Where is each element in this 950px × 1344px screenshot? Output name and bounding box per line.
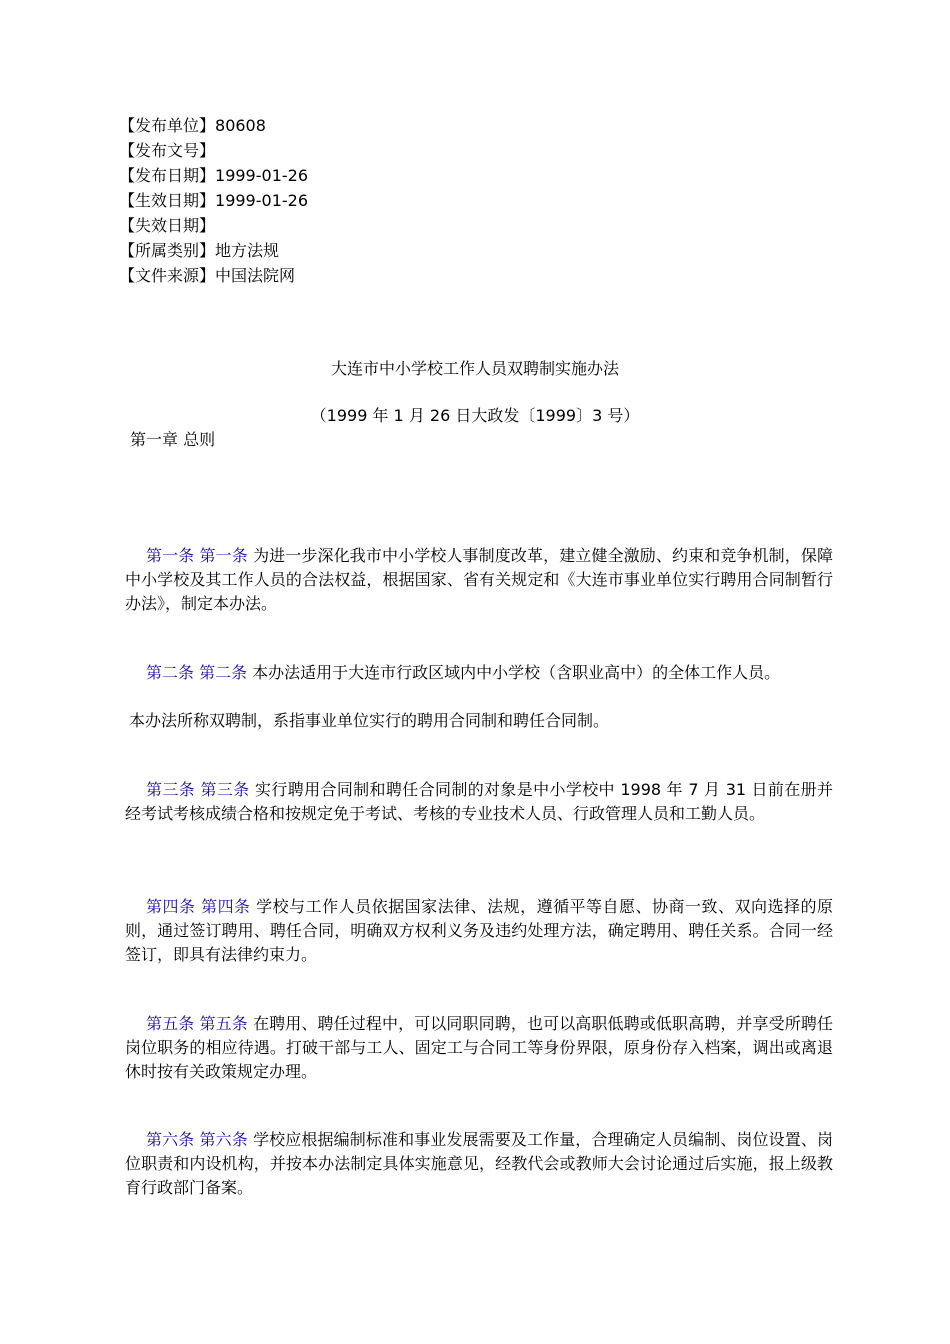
meta-label: 【失效日期】	[119, 216, 216, 235]
article-text: 学校应根据编制标准和事业发展需要及工作量，合理确定人员编制、岗位设置、岗位职责和内设机构，并按本办法制定具体实施意见，经教代会或教师大会讨论通过后实施，报上级教育行政部门备案。	[125, 1130, 833, 1197]
meta-value: 1999-01-26	[215, 166, 308, 185]
article-text: 本办法适用于大连市行政区域内中小学校（含职业高中）的全体工作人员。	[247, 663, 781, 682]
article-3	[125, 778, 833, 826]
meta-label: 【发布单位】	[119, 116, 216, 135]
meta-effective-date	[119, 188, 308, 213]
article-text: 为进一步深化我市中小学校人事制度改革，建立健全激励、约束和竞争机制，保障中小学校及其工作人员的合法权益，根据国家、省有关规定和《大连市事业单位实行聘用合同制暂行办法》，制定本办法。	[125, 546, 833, 613]
document-metadata	[119, 113, 308, 288]
meta-label: 【所属类别】	[119, 241, 216, 260]
meta-category	[119, 238, 308, 263]
meta-value: 1999-01-26	[215, 191, 308, 210]
meta-expiry-date	[119, 213, 308, 238]
meta-label: 【文件来源】	[119, 266, 216, 285]
article-number-link[interactable]: 第五条 第五条	[146, 1014, 248, 1033]
article-number-link[interactable]: 第一条 第一条	[146, 546, 248, 565]
document-title: 大连市中小学校工作人员双聘制实施办法	[330, 359, 619, 378]
article-1	[125, 544, 833, 616]
article-number-link[interactable]: 第二条 第二条	[146, 663, 248, 682]
meta-value: 地方法规	[215, 241, 280, 260]
article-number-link[interactable]: 第三条 第三条	[146, 780, 250, 799]
article-number-link[interactable]: 第六条 第六条	[146, 1130, 248, 1149]
meta-issue-date	[119, 163, 308, 188]
meta-label: 【发布文号】	[119, 141, 216, 160]
meta-value: 中国法院网	[215, 266, 296, 285]
article-number-link[interactable]: 第四条 第四条	[146, 897, 251, 916]
meta-value: 80608	[215, 116, 266, 135]
article-4	[125, 895, 833, 967]
chapter-heading: 第一章 总则	[130, 430, 216, 449]
article-text: 学校与工作人员依据国家法律、法规，遵循平等自愿、协商一致、双向选择的原则，通过签订聘用、聘任合同，明确双方权利义务及违约处理方法，确定聘用、聘任关系。合同一经签订，即具有法律约束力。	[125, 897, 833, 964]
article-2	[125, 661, 833, 685]
article-5	[125, 1012, 833, 1084]
meta-label: 【生效日期】	[119, 191, 216, 210]
article-text: 在聘用、聘任过程中，可以同职同聘，也可以高职低聘或低职高聘，并享受所聘任岗位职务的相应待遇。打破干部与工人、固定工与合同工等身份界限，原身份存入档案，调出或离退休时按有关政策规定办理。	[125, 1014, 833, 1081]
meta-label: 【发布日期】	[119, 166, 216, 185]
meta-doc-number	[119, 138, 308, 163]
article-6	[125, 1128, 833, 1200]
meta-issuer	[119, 113, 308, 138]
article-2-extra-paragraph: 本办法所称双聘制，系指事业单位实行的聘用合同制和聘任合同制。	[129, 711, 610, 730]
document-subtitle: （1999 年 1 月 26 日大政发〔1999〕3 号）	[310, 406, 640, 425]
meta-source	[119, 263, 308, 288]
article-text: 实行聘用合同制和聘任合同制的对象是中小学校中 1998 年 7 月 31 日前在册并经考试考核成绩合格和按规定免于考试、考核的专业技术人员、行政管理人员和工勤人员。	[125, 780, 833, 823]
